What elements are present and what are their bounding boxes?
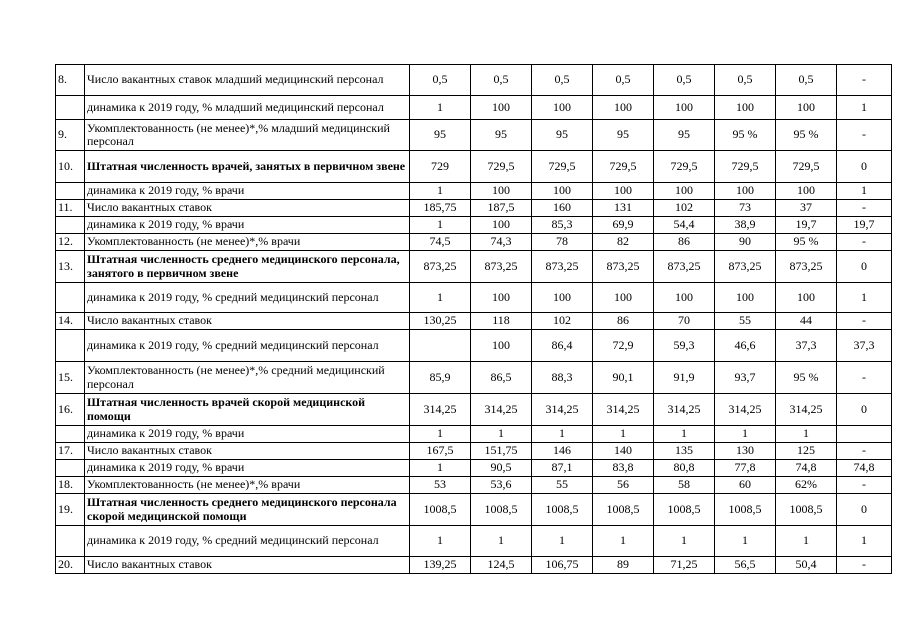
- value-cell: 56: [593, 477, 654, 494]
- row-number: [56, 217, 85, 234]
- value-cell: 37,3: [776, 330, 837, 362]
- value-cell: 1: [410, 283, 471, 313]
- target-cell: 19,7: [837, 217, 892, 234]
- value-cell: 100: [776, 96, 837, 120]
- value-cell: 131: [593, 200, 654, 217]
- table-row: [56, 251, 892, 283]
- indicator-label: Укомплектованность (не менее)*,% врачи: [85, 477, 410, 494]
- value-cell: 314,25: [532, 394, 593, 426]
- target-cell: -: [837, 65, 892, 96]
- row-number: 17.: [56, 443, 85, 460]
- value-cell: 95 %: [776, 234, 837, 251]
- target-cell: 37,3: [837, 330, 892, 362]
- target-cell: -: [837, 120, 892, 151]
- value-cell: 118: [471, 313, 532, 330]
- value-cell: 50,4: [776, 557, 837, 574]
- value-cell: 1: [593, 526, 654, 557]
- value-cell: 82: [593, 234, 654, 251]
- table-row: [56, 217, 892, 234]
- value-cell: 314,25: [715, 394, 776, 426]
- table-row: [56, 120, 892, 151]
- value-cell: 58: [654, 477, 715, 494]
- value-cell: 135: [654, 443, 715, 460]
- value-cell: 78: [532, 234, 593, 251]
- value-cell: 187,5: [471, 200, 532, 217]
- value-cell: 100: [471, 96, 532, 120]
- target-cell: -: [837, 557, 892, 574]
- value-cell: 86,5: [471, 362, 532, 394]
- value-cell: 0,5: [471, 65, 532, 96]
- target-cell: -: [837, 443, 892, 460]
- indicator-label: Штатная численность среднего медицинского персонала скорой медицинской помощи: [85, 494, 410, 526]
- table-row: [56, 313, 892, 330]
- value-cell: 1: [715, 526, 776, 557]
- row-number: 12.: [56, 234, 85, 251]
- target-cell: 1: [837, 526, 892, 557]
- value-cell: 100: [532, 183, 593, 200]
- indicator-label: Штатная численность врачей, занятых в первичном звене: [85, 151, 410, 183]
- value-cell: 873,25: [410, 251, 471, 283]
- value-cell: 53: [410, 477, 471, 494]
- target-cell: 74,8: [837, 460, 892, 477]
- value-cell: 95: [593, 120, 654, 151]
- target-cell: 0: [837, 394, 892, 426]
- indicator-label: динамика к 2019 году, % младший медицинский персонал: [85, 96, 410, 120]
- row-number: [56, 283, 85, 313]
- indicator-label: динамика к 2019 году, % средний медицинский персонал: [85, 330, 410, 362]
- value-cell: 70: [654, 313, 715, 330]
- value-cell: 100: [654, 183, 715, 200]
- target-cell: 0: [837, 251, 892, 283]
- value-cell: 1: [776, 526, 837, 557]
- value-cell: 85,9: [410, 362, 471, 394]
- value-cell: 86: [593, 313, 654, 330]
- value-cell: 77,8: [715, 460, 776, 477]
- value-cell: 55: [715, 313, 776, 330]
- value-cell: 314,25: [471, 394, 532, 426]
- value-cell: 100: [715, 96, 776, 120]
- value-cell: 124,5: [471, 557, 532, 574]
- value-cell: 80,8: [654, 460, 715, 477]
- value-cell: 0,5: [776, 65, 837, 96]
- value-cell: 100: [593, 96, 654, 120]
- value-cell: 102: [532, 313, 593, 330]
- value-cell: 1008,5: [532, 494, 593, 526]
- target-cell: -: [837, 362, 892, 394]
- table-row: [56, 526, 892, 557]
- value-cell: 106,75: [532, 557, 593, 574]
- value-cell: 56,5: [715, 557, 776, 574]
- row-number: 10.: [56, 151, 85, 183]
- target-cell: 1: [837, 96, 892, 120]
- value-cell: 1008,5: [471, 494, 532, 526]
- indicator-label: Число вакантных ставок: [85, 557, 410, 574]
- value-cell: 1: [410, 217, 471, 234]
- value-cell: 74,8: [776, 460, 837, 477]
- staffing-table: [55, 64, 892, 574]
- table-row: [56, 557, 892, 574]
- indicator-label: Число вакантных ставок: [85, 443, 410, 460]
- indicator-label: динамика к 2019 году, % врачи: [85, 460, 410, 477]
- table-row: [56, 234, 892, 251]
- value-cell: 1: [410, 183, 471, 200]
- value-cell: 44: [776, 313, 837, 330]
- value-cell: 100: [532, 96, 593, 120]
- indicator-label: динамика к 2019 году, % врачи: [85, 426, 410, 443]
- target-cell: 0: [837, 151, 892, 183]
- value-cell: 1: [654, 426, 715, 443]
- value-cell: 54,4: [654, 217, 715, 234]
- table-row: [56, 362, 892, 394]
- value-cell: 19,7: [776, 217, 837, 234]
- row-number: [56, 460, 85, 477]
- value-cell: 100: [715, 183, 776, 200]
- value-cell: 139,25: [410, 557, 471, 574]
- value-cell: 95: [471, 120, 532, 151]
- row-number: 13.: [56, 251, 85, 283]
- value-cell: 1: [471, 526, 532, 557]
- value-cell: 1: [410, 426, 471, 443]
- value-cell: 729: [410, 151, 471, 183]
- value-cell: 314,25: [654, 394, 715, 426]
- row-number: 15.: [56, 362, 85, 394]
- value-cell: 91,9: [654, 362, 715, 394]
- value-cell: 1: [410, 460, 471, 477]
- value-cell: 130,25: [410, 313, 471, 330]
- value-cell: 1: [532, 526, 593, 557]
- row-number: 9.: [56, 120, 85, 151]
- table-row: [56, 394, 892, 426]
- value-cell: 160: [532, 200, 593, 217]
- value-cell: 73: [715, 200, 776, 217]
- value-cell: 100: [776, 183, 837, 200]
- row-number: 16.: [56, 394, 85, 426]
- value-cell: 314,25: [776, 394, 837, 426]
- indicator-label: Число вакантных ставок: [85, 313, 410, 330]
- value-cell: 873,25: [532, 251, 593, 283]
- value-cell: 95: [654, 120, 715, 151]
- value-cell: 1: [776, 426, 837, 443]
- value-cell: 95: [532, 120, 593, 151]
- table-row: [56, 426, 892, 443]
- value-cell: 62%: [776, 477, 837, 494]
- value-cell: 1: [532, 426, 593, 443]
- value-cell: 95 %: [715, 120, 776, 151]
- value-cell: 100: [593, 283, 654, 313]
- value-cell: 1: [410, 526, 471, 557]
- value-cell: 86: [654, 234, 715, 251]
- indicator-label: Укомплектованность (не менее)*,% младший медицинский персонал: [85, 120, 410, 151]
- value-cell: 0,5: [410, 65, 471, 96]
- value-cell: 89: [593, 557, 654, 574]
- target-cell: 1: [837, 283, 892, 313]
- indicator-label: Число вакантных ставок: [85, 200, 410, 217]
- value-cell: 93,7: [715, 362, 776, 394]
- value-cell: 130: [715, 443, 776, 460]
- row-number: 11.: [56, 200, 85, 217]
- row-number: [56, 96, 85, 120]
- value-cell: 729,5: [593, 151, 654, 183]
- value-cell: 146: [532, 443, 593, 460]
- value-cell: 71,25: [654, 557, 715, 574]
- row-number: 14.: [56, 313, 85, 330]
- value-cell: 86,4: [532, 330, 593, 362]
- value-cell: 90: [715, 234, 776, 251]
- indicator-label: динамика к 2019 году, % врачи: [85, 217, 410, 234]
- value-cell: 1008,5: [776, 494, 837, 526]
- row-number: 19.: [56, 494, 85, 526]
- value-cell: 60: [715, 477, 776, 494]
- target-cell: -: [837, 200, 892, 217]
- value-cell: 85,3: [532, 217, 593, 234]
- value-cell: 102: [654, 200, 715, 217]
- value-cell: 38,9: [715, 217, 776, 234]
- value-cell: 151,75: [471, 443, 532, 460]
- row-number: 8.: [56, 65, 85, 96]
- value-cell: 1008,5: [715, 494, 776, 526]
- value-cell: 873,25: [715, 251, 776, 283]
- value-cell: 37: [776, 200, 837, 217]
- indicator-label: Укомплектованность (не менее)*,% врачи: [85, 234, 410, 251]
- value-cell: 100: [776, 283, 837, 313]
- row-number: 20.: [56, 557, 85, 574]
- target-cell: 0: [837, 494, 892, 526]
- row-number: [56, 426, 85, 443]
- value-cell: 90,5: [471, 460, 532, 477]
- value-cell: 100: [471, 330, 532, 362]
- value-cell: [410, 330, 471, 362]
- table-row: [56, 151, 892, 183]
- value-cell: 125: [776, 443, 837, 460]
- row-number: 18.: [56, 477, 85, 494]
- value-cell: 314,25: [593, 394, 654, 426]
- row-number: [56, 183, 85, 200]
- value-cell: 729,5: [715, 151, 776, 183]
- indicator-label: динамика к 2019 году, % средний медицинский персонал: [85, 283, 410, 313]
- value-cell: 729,5: [654, 151, 715, 183]
- value-cell: 1: [410, 96, 471, 120]
- value-cell: 185,75: [410, 200, 471, 217]
- value-cell: 53,6: [471, 477, 532, 494]
- value-cell: 1008,5: [593, 494, 654, 526]
- indicator-label: Штатная численность среднего медицинского персонала, занятого в первичном звене: [85, 251, 410, 283]
- value-cell: 1008,5: [654, 494, 715, 526]
- value-cell: 100: [715, 283, 776, 313]
- value-cell: 0,5: [593, 65, 654, 96]
- target-cell: [837, 426, 892, 443]
- indicator-label: Укомплектованность (не менее)*,% средний медицинский персонал: [85, 362, 410, 394]
- value-cell: 140: [593, 443, 654, 460]
- target-cell: -: [837, 477, 892, 494]
- value-cell: 873,25: [776, 251, 837, 283]
- value-cell: 729,5: [471, 151, 532, 183]
- value-cell: 100: [471, 283, 532, 313]
- table-row: [56, 494, 892, 526]
- value-cell: 1: [715, 426, 776, 443]
- table-row: [56, 65, 892, 96]
- value-cell: 100: [471, 183, 532, 200]
- value-cell: 95 %: [776, 362, 837, 394]
- value-cell: 74,5: [410, 234, 471, 251]
- indicator-label: динамика к 2019 году, % средний медицинский персонал: [85, 526, 410, 557]
- value-cell: 0,5: [715, 65, 776, 96]
- table-row: [56, 183, 892, 200]
- value-cell: 167,5: [410, 443, 471, 460]
- value-cell: 729,5: [532, 151, 593, 183]
- value-cell: 1008,5: [410, 494, 471, 526]
- value-cell: 1: [593, 426, 654, 443]
- value-cell: 100: [471, 217, 532, 234]
- value-cell: 88,3: [532, 362, 593, 394]
- value-cell: 59,3: [654, 330, 715, 362]
- target-cell: 1: [837, 183, 892, 200]
- indicator-label: динамика к 2019 году, % врачи: [85, 183, 410, 200]
- value-cell: 1: [654, 526, 715, 557]
- target-cell: -: [837, 234, 892, 251]
- value-cell: 95 %: [776, 120, 837, 151]
- value-cell: 100: [654, 96, 715, 120]
- table-row: [56, 283, 892, 313]
- table-row: [56, 477, 892, 494]
- value-cell: 314,25: [410, 394, 471, 426]
- table-row: [56, 443, 892, 460]
- value-cell: 100: [654, 283, 715, 313]
- value-cell: 72,9: [593, 330, 654, 362]
- table-row: [56, 200, 892, 217]
- value-cell: 95: [410, 120, 471, 151]
- value-cell: 0,5: [654, 65, 715, 96]
- table-row: [56, 460, 892, 477]
- value-cell: 729,5: [776, 151, 837, 183]
- value-cell: 87,1: [532, 460, 593, 477]
- target-cell: -: [837, 313, 892, 330]
- value-cell: 1: [471, 426, 532, 443]
- value-cell: 74,3: [471, 234, 532, 251]
- indicator-label: Число вакантных ставок младший медицинский персонал: [85, 65, 410, 96]
- table-row: [56, 96, 892, 120]
- value-cell: 0,5: [532, 65, 593, 96]
- value-cell: 100: [532, 283, 593, 313]
- table-row: [56, 330, 892, 362]
- value-cell: 69,9: [593, 217, 654, 234]
- value-cell: 873,25: [654, 251, 715, 283]
- value-cell: 100: [593, 183, 654, 200]
- value-cell: 90,1: [593, 362, 654, 394]
- value-cell: 46,6: [715, 330, 776, 362]
- row-number: [56, 330, 85, 362]
- value-cell: 873,25: [593, 251, 654, 283]
- value-cell: 83,8: [593, 460, 654, 477]
- indicator-label: Штатная численность врачей скорой медицинской помощи: [85, 394, 410, 426]
- row-number: [56, 526, 85, 557]
- value-cell: 873,25: [471, 251, 532, 283]
- value-cell: 55: [532, 477, 593, 494]
